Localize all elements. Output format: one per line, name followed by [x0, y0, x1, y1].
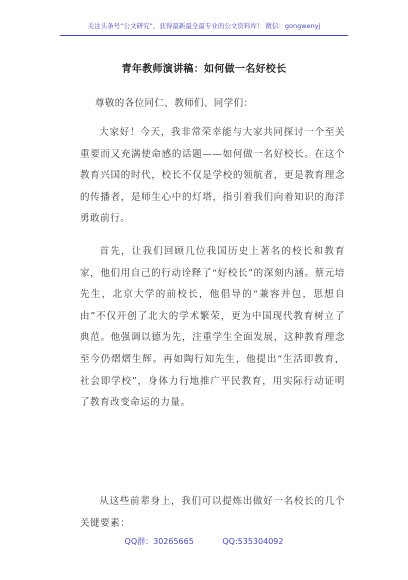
- paragraph-intro-text: 大家好！今天，我非常荣幸能与大家共同探讨一个至关重要而又充满使命感的话题——如何做一名好校长。在这个教育兴国的时代，校长不仅是学校的领航者，更是教育理念的传播者，是师生心中的灯塔，指引着我们向着知识的海洋勇敢前行。: [80, 127, 345, 225]
- paragraph-history-text: 首先，让我们回顾几位我国历史上著名的校长和教育家，他们用自己的行动诠释了“好校长”的深刻内涵。蔡元培先生，北京大学的前校长，他倡导的“兼容并包，思想自由”不仅开创了北大的学术繁荣，更为中国现代教育树立了典范。他强调以德为先，注重学生全面发展，这种教育理念至今仍熠熠生辉。再如陶行知先生，他提出“生活即教育，社会即学校”，身体力行地推广平民教育，用实际行动证明了教育改变命运的力量。: [80, 246, 345, 409]
- paragraph-intro: [80, 122, 345, 230]
- paragraph-key-elements-text: 从这些前辈身上，我们可以提炼出做好一名校长的几个关键要素：: [80, 496, 345, 529]
- paragraph-history: [80, 241, 345, 414]
- footer-qq-number: QQ:535304092: [222, 537, 284, 546]
- footer-qq-group: QQ群：30265665: [124, 537, 194, 546]
- document-title: 青年教师演讲稿：如何做一名好校长: [121, 64, 287, 75]
- footer-contact: [0, 536, 408, 547]
- header-notice-text: 关注头条号“公文研究”，获得最新最全最专业的公文资料库！ 微信：gongwenyj: [87, 22, 321, 30]
- header-notice: [0, 21, 408, 30]
- header-divider: [60, 35, 348, 36]
- paragraph-key-elements: [80, 491, 345, 534]
- salutation: 尊敬的各位同仁、教师们、同学们：: [95, 98, 254, 109]
